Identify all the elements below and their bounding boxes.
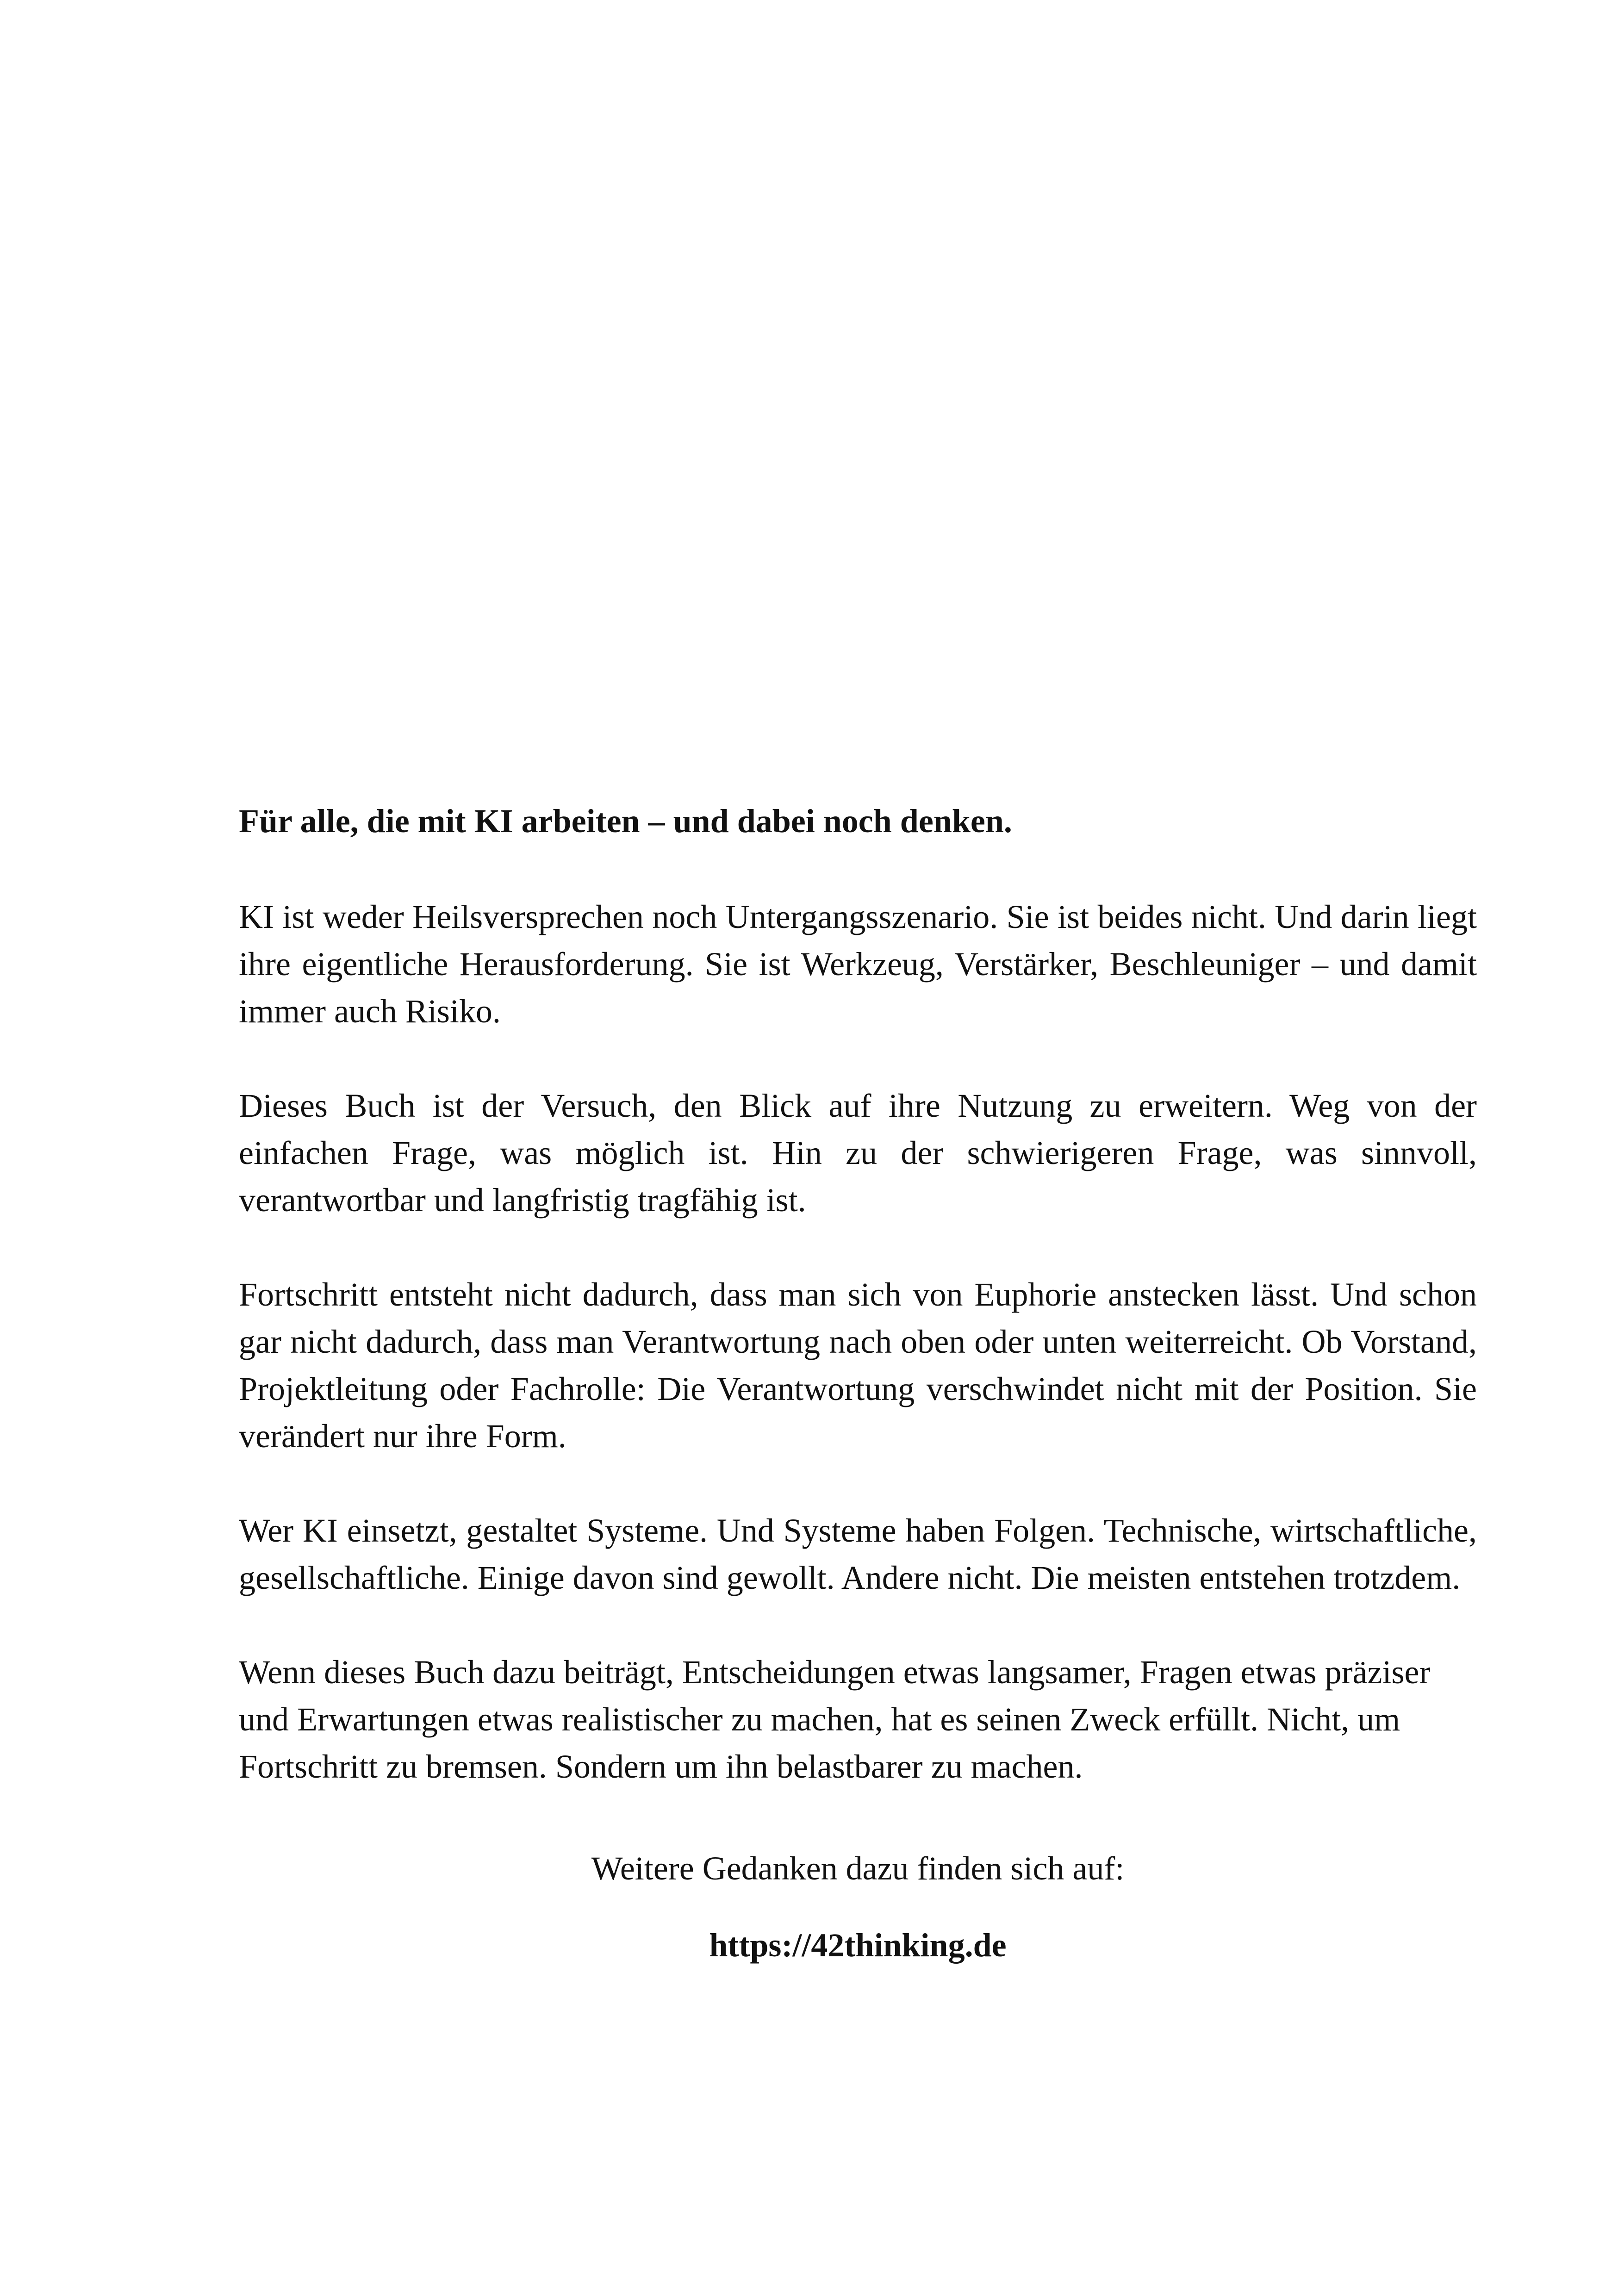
paragraph-2: Dieses Buch ist der Versuch, den Blick auf ihre Nutzung zu erweitern. Weg von der einfachen Frage, was möglich ist. Hin zu der schwierigeren Frage, was sinnvoll, verantwortbar und langfristig tragfähig ist. (239, 1087, 1477, 1219)
paragraph-4: Wer KI einsetzt, gestaltet Systeme. Und Systeme haben Folgen. Technische, wirtschaftliche, gesellschaftliche. Einige davon sind gewollt. Andere nicht. Die meisten entstehen trotzdem. (239, 1512, 1477, 1596)
dedication-heading: Für alle, die mit KI arbeiten – und dabei noch denken. (239, 803, 1012, 840)
paragraph-5: Wenn dieses Buch dazu beiträgt, Entscheidungen etwas langsamer, Fragen etwas präziser und Erwartungen etwas realistischer zu machen, hat es seinen Zweck erfüllt. Nicht, um Fortschritt zu bremsen. Sondern um ihn belastbarer zu machen. (239, 1654, 1431, 1785)
footer-text: Weitere Gedanken dazu finden sich auf: (591, 1850, 1125, 1887)
footer (239, 1845, 1477, 1969)
paragraph-3: Fortschritt entsteht nicht dadurch, dass man sich von Euphorie anstecken lässt. Und schon gar nicht dadurch, dass man Verantwortung nach oben oder unten weiterreicht. Ob Vorstand, Projektleitung oder Fachrolle: Die Verantwortung verschwindet nicht mit der Position. Sie verändert nur ihre Form. (239, 1276, 1477, 1455)
paragraph-1: KI ist weder Heilsversprechen noch Untergangsszenario. Sie ist beides nicht. Und darin liegt ihre eigentliche Herausforderung. Sie ist Werkzeug, Verstärker, Beschleuniger – und damit immer auch Risiko. (239, 898, 1477, 1030)
document-body (239, 797, 1477, 1969)
website-link[interactable]: https://42thinking.de (709, 1927, 1007, 1964)
